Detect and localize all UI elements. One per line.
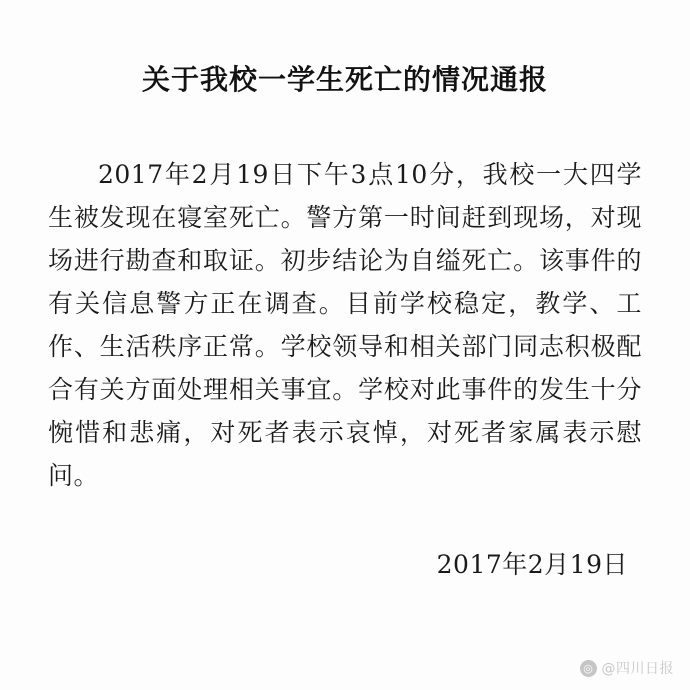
- document-body: [0, 98, 690, 497]
- sign-date: 2017年2月19日: [436, 550, 628, 580]
- watermark: [580, 658, 675, 678]
- signature-block: [0, 497, 690, 581]
- page-title: 关于我校一学生死亡的情况通报: [141, 63, 548, 96]
- body-paragraph: 2017年2月19日下午3点10分，我校一大四学生被发现在寝室死亡。警方第一时间赶到现场，对现场进行勘查和取证。初步结论为自缢死亡。该事件的有关信息警方正在调查。目前学校稳定，教学、工作、生活秩序正常。学校领导和相关部门同志积极配合有关方面处理相关事宜。学校对此事件的发生十分惋惜和悲痛，对死者表示哀悼，对死者家属表示慰问。: [48, 160, 642, 491]
- watermark-logo-icon: ◎: [580, 660, 597, 677]
- watermark-label: @四川日报: [601, 661, 674, 677]
